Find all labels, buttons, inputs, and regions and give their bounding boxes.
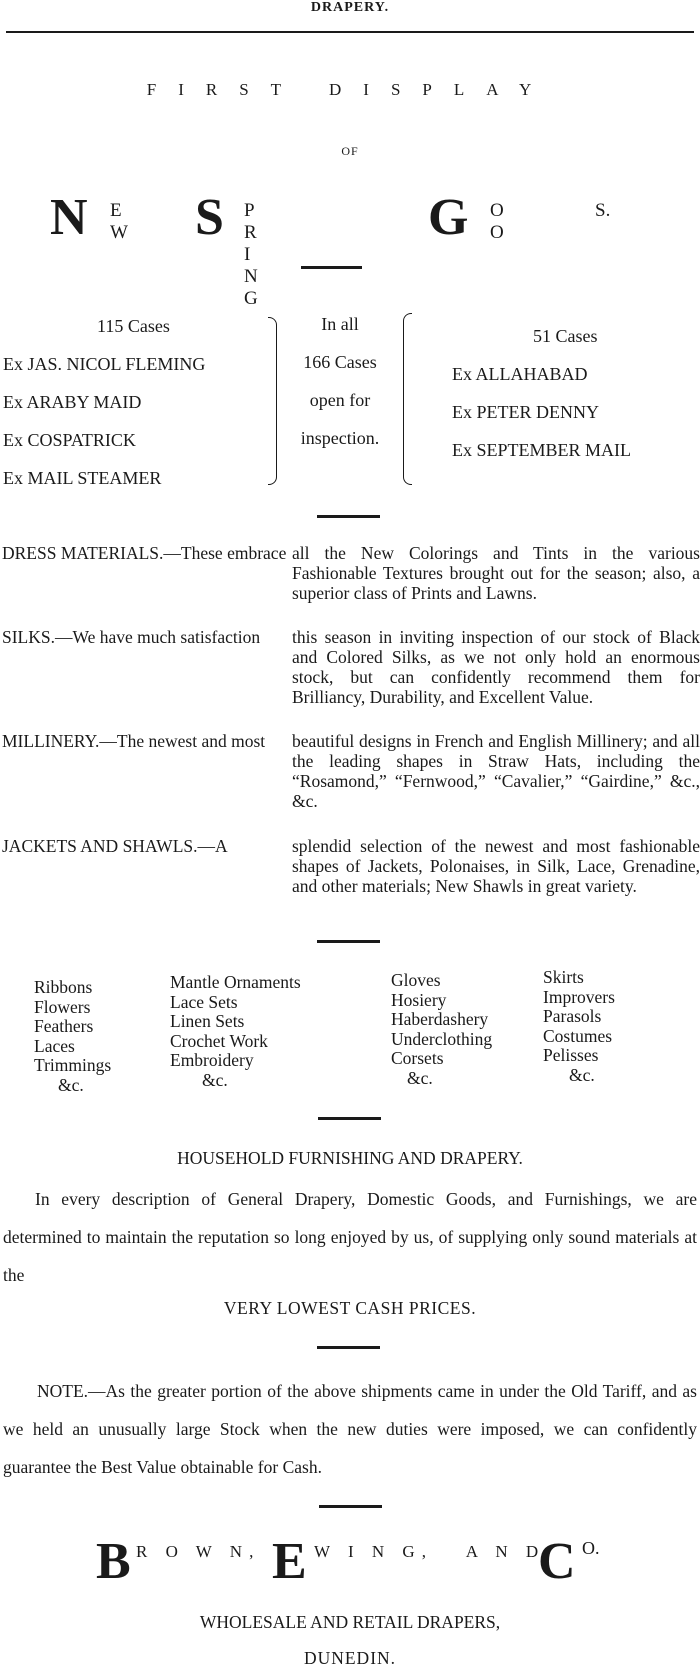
ship-name: Ex MAIL STEAMER <box>3 468 162 488</box>
goods-item: Haberdashery <box>391 1009 489 1029</box>
divider-rule <box>301 266 362 269</box>
divider-rule <box>317 515 380 518</box>
goods-item: Improvers <box>543 986 615 1007</box>
total-line: In all <box>321 314 359 334</box>
section-jackets-shawls <box>2 836 700 918</box>
goods-item: Lace Sets <box>170 991 238 1012</box>
section-millinery <box>2 731 700 813</box>
title-small-oo: O O <box>490 200 522 243</box>
total-line: 166 Cases <box>303 352 377 372</box>
firm-cap-e: E <box>272 1533 307 1590</box>
goods-item: Feathers <box>34 1016 94 1036</box>
title-small-ew: E W <box>110 200 146 243</box>
total-line: inspection. <box>300 428 380 448</box>
header-rule <box>6 31 694 33</box>
note-text: NOTE.—As the greater portion of the above shipments came in under the Old Tariff, and as we held an unusually large Stock when the new duties were imposed, we can confidently guarantee the Best Value obtainable for Cash. <box>3 1381 697 1477</box>
section-head: JACKETS AND SHAWLS.—A <box>2 836 228 856</box>
firm-description: WHOLESALE AND RETAIL DRAPERS, <box>199 1612 501 1632</box>
section-header: DRAPERY. <box>310 0 390 15</box>
title-small-s: S. <box>595 200 611 221</box>
goods-item: &c. <box>407 1067 433 1088</box>
household-text: In every description of General Drapery, Domestic Goods, and Furnishings, we are determined to maintain the reputation so long enjoyed by us, of supplying only sound materials at the <box>3 1189 697 1285</box>
goods-item: Hosiery <box>391 989 447 1010</box>
goods-item: Linen Sets <box>170 1011 245 1031</box>
section-head: DRESS MATERIALS.—These embrace <box>2 543 287 563</box>
divider-rule <box>317 1346 380 1349</box>
firm-cap-c: C <box>538 1533 576 1590</box>
firm-small-o: O. <box>582 1538 600 1558</box>
ship-name: Ex PETER DENNY <box>452 402 599 422</box>
goods-item: Parasols <box>543 1006 602 1026</box>
firm-small-rown: R O W N, <box>136 1542 261 1561</box>
section-head: SILKS.—We have much satisfaction <box>2 627 261 647</box>
goods-item: Ribbons <box>34 977 93 997</box>
ship-name: Ex COSPATRICK <box>3 430 136 450</box>
goods-item: Pelisses <box>543 1045 599 1065</box>
firm-name <box>96 1532 656 1592</box>
firm-small-wing-and: W I N G, A N D <box>314 1542 546 1561</box>
goods-item: Corsets <box>391 1048 444 1068</box>
title-cap-n: N <box>50 189 88 246</box>
firm-city: DUNEDIN. <box>303 1648 397 1668</box>
household-heading: HOUSEHOLD FURNISHING AND DRAPERY. <box>177 1148 523 1168</box>
ship-name: Ex SEPTEMBER MAIL <box>452 440 632 460</box>
goods-item: Crochet Work <box>170 1030 268 1051</box>
section-body: beautiful designs in French and English Millinery; and all the leading shapes in Straw Hats, including the “Rosamond,” “Fernwood,” “Cavalier,” “Gairdine,” &c., &c. <box>292 731 700 811</box>
section-dress-materials <box>2 543 700 605</box>
right-case-count: 51 Cases <box>533 326 598 346</box>
goods-item: Flowers <box>34 996 91 1017</box>
title-of: OF <box>341 144 359 158</box>
title-cap-s: S <box>195 189 224 246</box>
goods-item: &c. <box>202 1069 228 1090</box>
ship-name: Ex ARABY MAID <box>3 392 142 412</box>
goods-item: Gloves <box>391 970 441 990</box>
goods-column-2 <box>170 973 301 1090</box>
goods-item: Skirts <box>543 967 584 987</box>
goods-column-3 <box>391 971 492 1088</box>
goods-item: Costumes <box>543 1025 613 1046</box>
goods-item: Underclothing <box>391 1028 493 1049</box>
goods-item: Embroidery <box>170 1050 254 1070</box>
goods-item: Mantle Ornaments <box>170 972 301 992</box>
lowest-prices: VERY LOWEST CASH PRICES. <box>223 1298 477 1318</box>
title-small-pring: P R I N G <box>244 200 276 309</box>
ship-name: Ex JAS. NICOL FLEMING <box>3 354 206 374</box>
title-first-display: FIRST DISPLAY <box>146 80 554 99</box>
divider-rule <box>318 1117 381 1120</box>
title-cap-g: G <box>428 189 469 246</box>
left-case-count: 115 Cases <box>97 316 170 336</box>
goods-item: Trimmings <box>34 1055 112 1075</box>
section-head: MILLINERY.—The newest and most <box>2 731 266 751</box>
section-silks <box>2 627 700 709</box>
section-body: splendid selection of the newest and most fashionable shapes of Jackets, Polonaises, in Silk, Lace, Grenadine, and other materials; New Shawls in great variety. <box>292 836 700 896</box>
goods-column-1 <box>34 978 111 1095</box>
section-body: all the New Colorings and Tints in the various Fashionable Textures brought out for the season; also, a superior class of Prints and Lawns. <box>292 543 700 603</box>
goods-column-4 <box>543 968 615 1085</box>
section-body: this season in inviting inspection of our stock of Black and Colored Silks, as we not only hold an enormous stock, but can confidently recommend them for Brilliancy, Durability, and Excellent Value. <box>292 627 700 707</box>
total-line: open for <box>309 390 371 410</box>
goods-item: Laces <box>34 1035 75 1056</box>
goods-item: &c. <box>58 1074 84 1095</box>
divider-rule <box>317 940 380 943</box>
ship-name: Ex ALLAHABAD <box>452 364 588 384</box>
goods-item: &c. <box>569 1064 595 1085</box>
firm-cap-b: B <box>96 1533 131 1590</box>
divider-rule <box>319 1505 382 1508</box>
